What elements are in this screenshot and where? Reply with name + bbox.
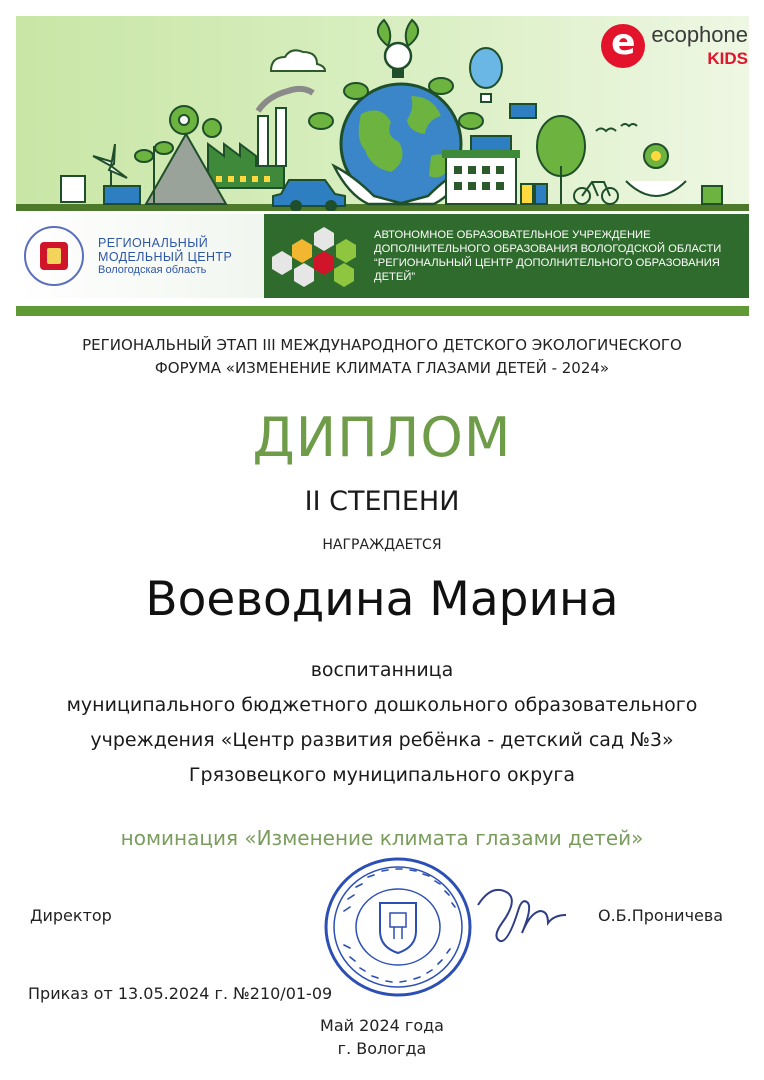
regional-center-line3: Вологодская область [98, 264, 207, 276]
recipient-description [0, 653, 764, 793]
regional-center-block [16, 214, 264, 298]
signature-icon [470, 875, 580, 950]
regional-center-emblem-icon [24, 226, 84, 286]
ecophone-kids-logo [601, 22, 748, 69]
issue-date: Май 2024 года [320, 1016, 444, 1035]
event-title [0, 334, 764, 380]
description-line1: воспитанница [310, 659, 454, 681]
description-line2: муниципального бюджетного дошкольного образовательного [66, 694, 698, 716]
description-line3: учреждения «Центр развития ребёнка - детский сад №3» [90, 729, 674, 751]
regional-center-line1: РЕГИОНАЛЬНЫЙ [98, 236, 209, 250]
event-title-line1: РЕГИОНАЛЬНЫЙ ЭТАП III МЕЖДУНАРОДНОГО ДЕТСКОГО ЭКОЛОГИЧЕСКОГО [82, 336, 682, 354]
organization-bar [16, 214, 749, 298]
organization-block [264, 214, 749, 298]
issue-city: г. Вологда [337, 1039, 427, 1058]
divider-bar [16, 306, 749, 316]
activity-hexagons-icon [270, 223, 370, 289]
diploma-title: ДИПЛОМ [252, 406, 512, 469]
ecophone-icon [601, 24, 645, 68]
diploma-degree: II СТЕПЕНИ [304, 486, 460, 517]
organization-line3: “РЕГИОНАЛЬНЫЙ ЦЕНТР ДОПОЛНИТЕЛЬНОГО ОБРАЗОВАНИЯ ДЕТЕЙ” [374, 257, 720, 283]
nomination: номинация «Изменение климата глазами детей» [120, 826, 644, 850]
order-reference: Приказ от 13.05.2024 г. №210/01-09 [28, 984, 333, 1003]
regional-center-line2: МОДЕЛЬНЫЙ ЦЕНТР [98, 250, 233, 264]
building-icon [442, 150, 520, 204]
recipient-name: Воеводина Марина [145, 572, 619, 627]
organization-line2: ДОПОЛНИТЕЛЬНОГО ОБРАЗОВАНИЯ ВОЛОГОДСКОЙ ОБЛАСТИ [374, 243, 722, 255]
brand-sub: KIDS [707, 49, 748, 68]
organization-line1: АВТОНОМНОЕ ОБРАЗОВАТЕЛЬНОЕ УЧРЕЖДЕНИЕ [374, 229, 651, 241]
director-label: Директор [30, 906, 112, 925]
director-name: О.Б.Проничева [598, 906, 724, 925]
official-stamp-icon [322, 855, 474, 1000]
description-line4: Грязовецкого муниципального округа [188, 764, 576, 786]
awarded-label: НАГРАЖДАЕТСЯ [322, 537, 442, 553]
event-title-line2: ФОРУМА «ИЗМЕНЕНИЕ КЛИМАТА ГЛАЗАМИ ДЕТЕЙ - 2024» [154, 359, 610, 377]
brand-name: ecophone [651, 22, 748, 47]
